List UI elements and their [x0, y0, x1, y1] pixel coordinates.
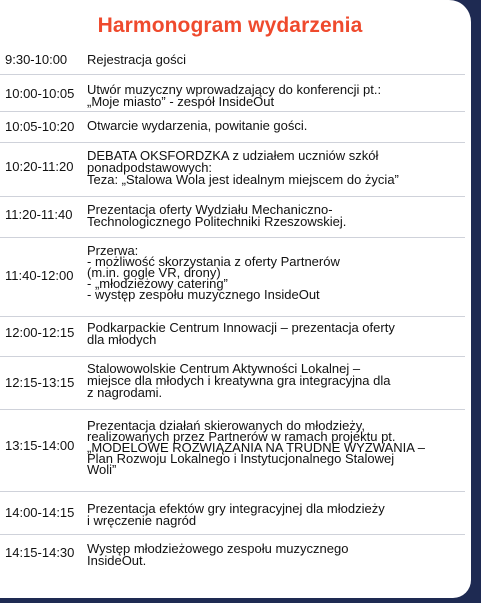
- schedule-description-line: - możliwość skorzystania z oferty Partnerów: [87, 254, 340, 269]
- row-divider: [0, 491, 465, 492]
- schedule-description-line: Występ młodzieżowego zespołu muzycznego: [87, 541, 349, 556]
- schedule-description-line: - „młodzieżowy catering”: [87, 276, 228, 291]
- schedule-description-line: InsideOut.: [87, 553, 147, 568]
- schedule-description-line: Technologicznego Politechniki Rzeszowskiej.: [87, 214, 347, 229]
- schedule-time: 12:15-13:15: [5, 375, 75, 390]
- schedule-description-line: realizowanych przez Partnerów w ramach projektu pt.: [87, 429, 396, 444]
- schedule-description-line: Prezentacja efektów gry integracyjnej dla młodzieży: [87, 501, 385, 516]
- schedule-description-line: Woli”: [87, 462, 117, 477]
- schedule-description: [87, 204, 465, 228]
- schedule-description-line: Otwarcie wydarzenia, powitanie gości.: [87, 118, 308, 133]
- schedule-description-line: Prezentacja działań skierowanych do młodzieży,: [87, 418, 365, 433]
- schedule-description-line: - występ zespołu muzycznego InsideOut: [87, 287, 320, 302]
- schedule-description: [87, 120, 465, 132]
- schedule-description: [87, 84, 465, 108]
- schedule-description-line: i wręczenie nagród: [87, 513, 197, 528]
- schedule-time: 14:15-14:30: [5, 545, 75, 560]
- row-divider: [0, 316, 465, 317]
- schedule-title: Harmonogram wydarzenia: [97, 14, 363, 37]
- schedule-description-line: Rejestracja gości: [87, 52, 186, 67]
- row-divider: [0, 142, 465, 143]
- schedule-time: 11:20-11:40: [5, 207, 73, 222]
- schedule-description-line: „Moje miasto” - zespół InsideOut: [87, 94, 275, 109]
- schedule-time: 9:30-10:00: [5, 52, 68, 67]
- schedule-description: [87, 503, 465, 527]
- schedule-time: 12:00-12:15: [5, 325, 75, 340]
- schedule-description: [87, 363, 465, 399]
- schedule-description: [87, 245, 465, 300]
- schedule-description-line: (m.in. gogle VR, drony): [87, 265, 221, 280]
- schedule-time: 10:20-11:20: [5, 159, 74, 174]
- schedule-description-line: miejsce dla młodych i kreatywna gra integracyjna dla: [87, 373, 391, 388]
- schedule-description: [87, 150, 465, 186]
- schedule-description-line: „MODELOWE ROZWIĄZANIA NA TRUDNE WYZWANIA –: [87, 440, 426, 455]
- row-divider: [0, 356, 465, 357]
- row-divider: [0, 534, 465, 535]
- row-divider: [0, 111, 465, 112]
- row-divider: [0, 409, 465, 410]
- schedule-description-line: Utwór muzyczny wprowadzający do konferencji pt.:: [87, 82, 382, 97]
- row-divider: [0, 196, 465, 197]
- schedule-description-line: z nagrodami.: [87, 385, 163, 400]
- schedule-description-line: Przerwa:: [87, 243, 139, 258]
- schedule-description: [87, 543, 465, 567]
- schedule-time: 11:40-12:00: [5, 268, 74, 283]
- schedule-time: 13:15-14:00: [5, 438, 75, 453]
- schedule-description-line: Plan Rozwoju Lokalnego i Instytucjonalnego Stalowej: [87, 451, 395, 466]
- schedule-description: [87, 322, 465, 346]
- schedule-description-line: Stalowowolskie Centrum Aktywności Lokalnej –: [87, 361, 361, 376]
- schedule-time: 14:00-14:15: [5, 505, 75, 520]
- schedule-description-line: ponadpodstawowych:: [87, 160, 213, 175]
- schedule-time: 10:00-10:05: [5, 86, 75, 101]
- schedule-time: 10:05-10:20: [5, 119, 75, 134]
- schedule-description: [87, 54, 465, 66]
- schedule-description: [87, 420, 465, 475]
- schedule-description-line: dla młodych: [87, 332, 157, 347]
- row-divider: [0, 74, 465, 75]
- schedule-description-line: Teza: „Stalowa Wola jest idealnym miejscem do życia”: [87, 172, 399, 187]
- schedule-description-line: DEBATA OKSFORDZKA z udziałem uczniów szkół: [87, 148, 379, 163]
- schedule-description-line: Prezentacja oferty Wydziału Mechaniczno-: [87, 202, 333, 217]
- schedule-description-line: Podkarpackie Centrum Innowacji – prezentacja oferty: [87, 320, 395, 335]
- row-divider: [0, 237, 465, 238]
